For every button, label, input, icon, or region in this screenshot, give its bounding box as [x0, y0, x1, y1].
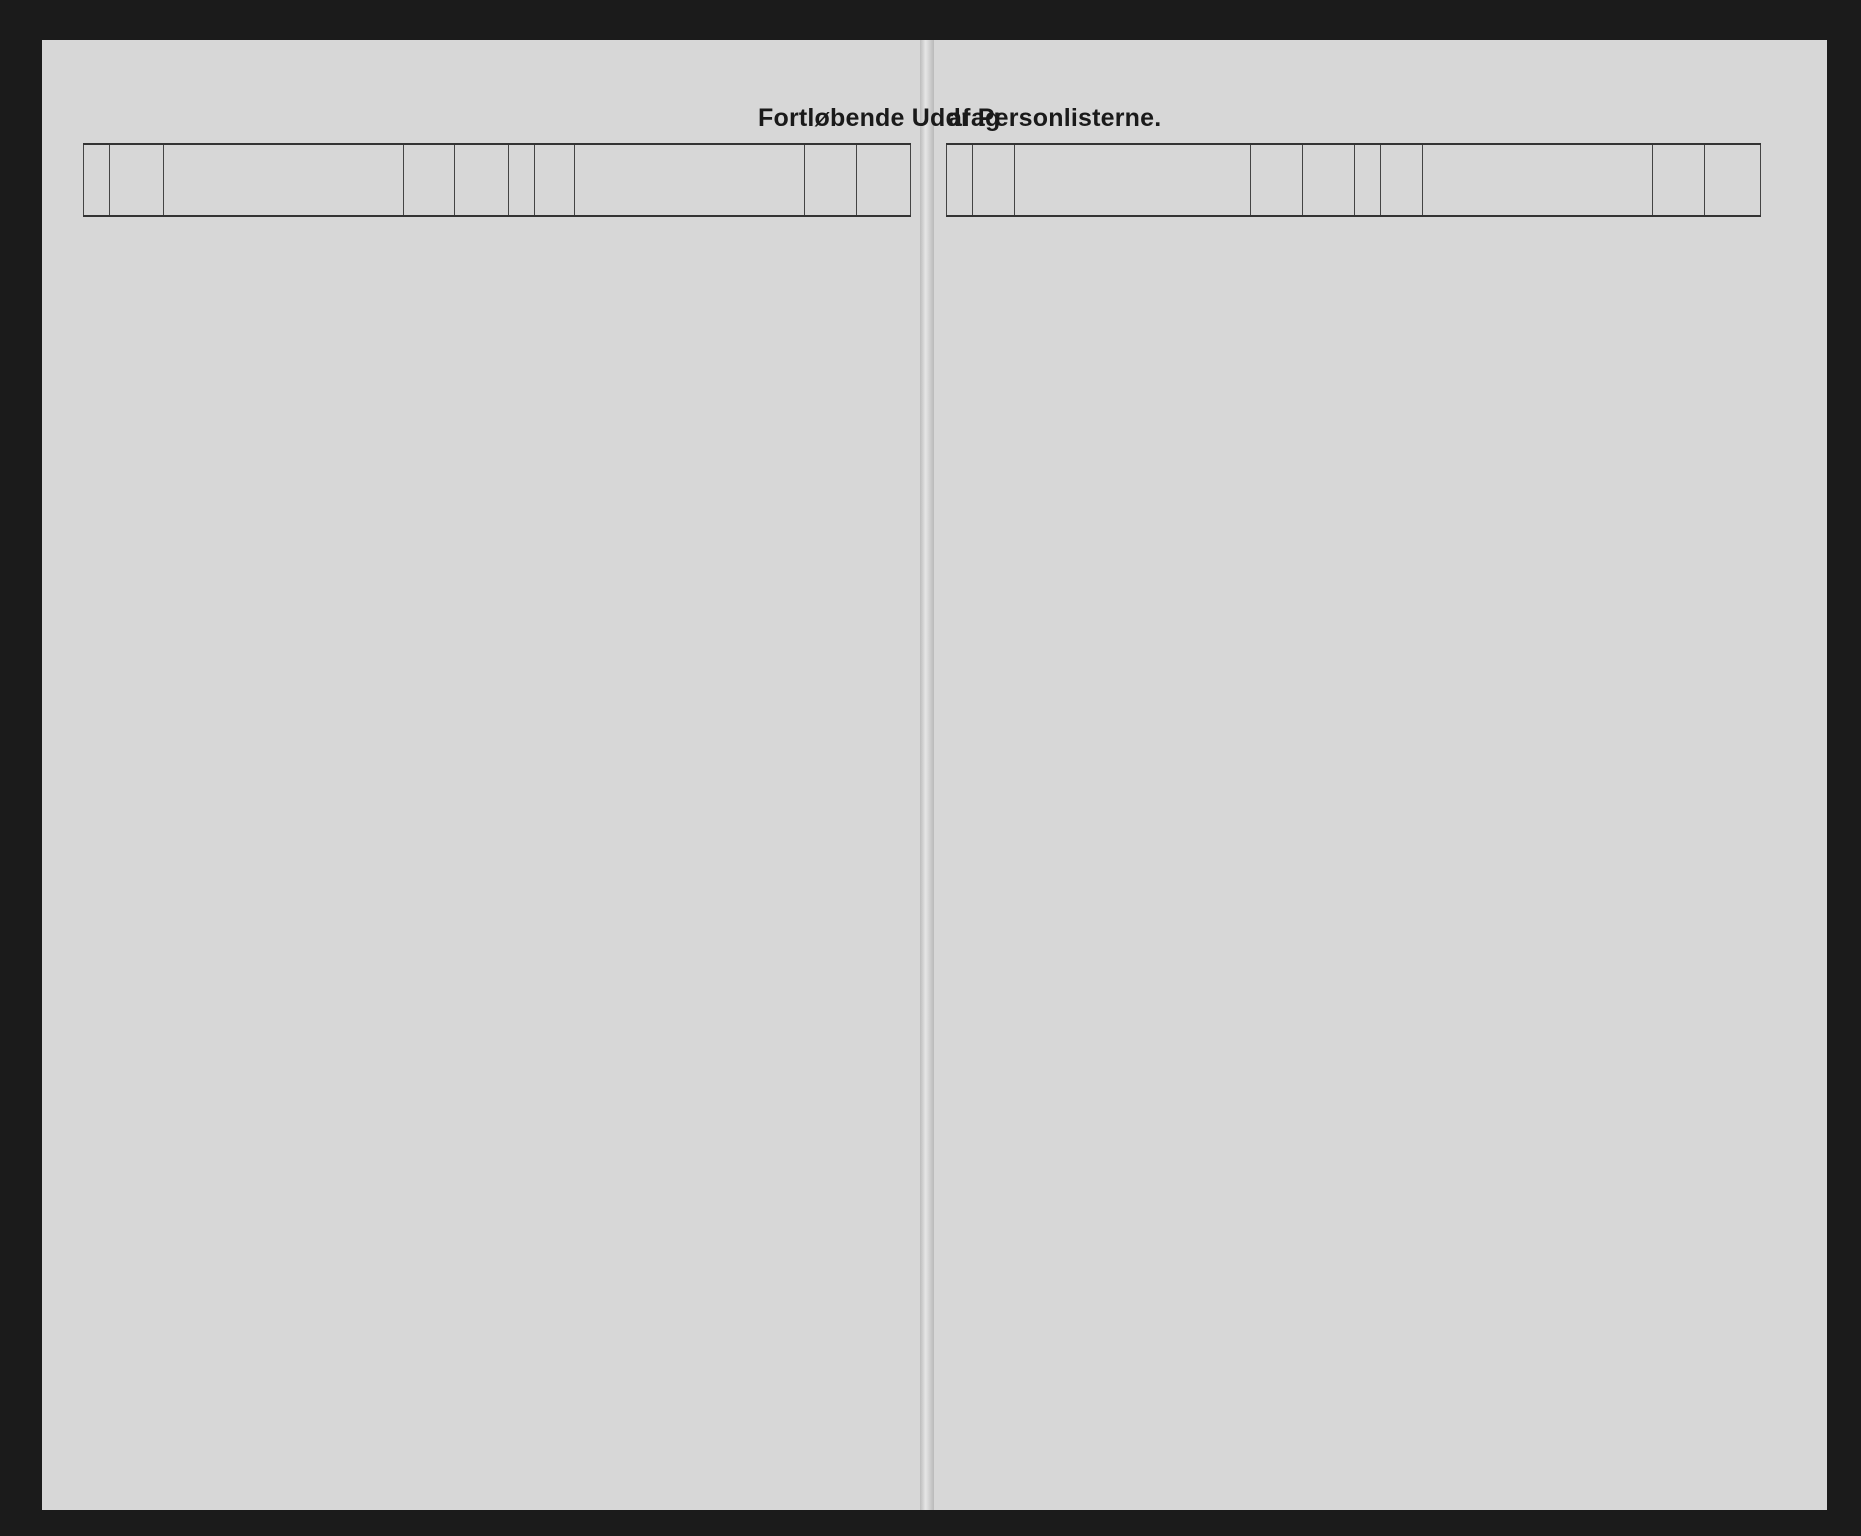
header-gaards-no [110, 144, 164, 216]
header-bosted [1015, 144, 1251, 216]
header-gaards-no [973, 144, 1015, 216]
left-page-table [83, 143, 911, 217]
header-tilstede [1251, 144, 1303, 216]
header-tilstede [805, 144, 857, 216]
header-person-no [1355, 144, 1381, 216]
page-title-left: Fortløbende Uddrag [758, 104, 1001, 132]
page-title-right: af Personlisterne. [948, 104, 1162, 132]
right-page-table [946, 143, 1761, 217]
header-tilstede [1653, 144, 1705, 216]
header-bosted [575, 144, 805, 216]
header-person-no [84, 144, 110, 216]
header-bosted [1423, 144, 1653, 216]
header-tilstede [404, 144, 455, 216]
header-hjemme [857, 144, 911, 216]
header-gaards-no [535, 144, 575, 216]
header-person-no [947, 144, 973, 216]
header-hjemme [455, 144, 509, 216]
census-sheet [42, 40, 1827, 1510]
header-hjemme [1705, 144, 1761, 216]
header-bosted [164, 144, 404, 216]
header-hjemme [1303, 144, 1355, 216]
header-gaards-no [1381, 144, 1423, 216]
header-person-no [509, 144, 535, 216]
page-fold [920, 40, 934, 1510]
